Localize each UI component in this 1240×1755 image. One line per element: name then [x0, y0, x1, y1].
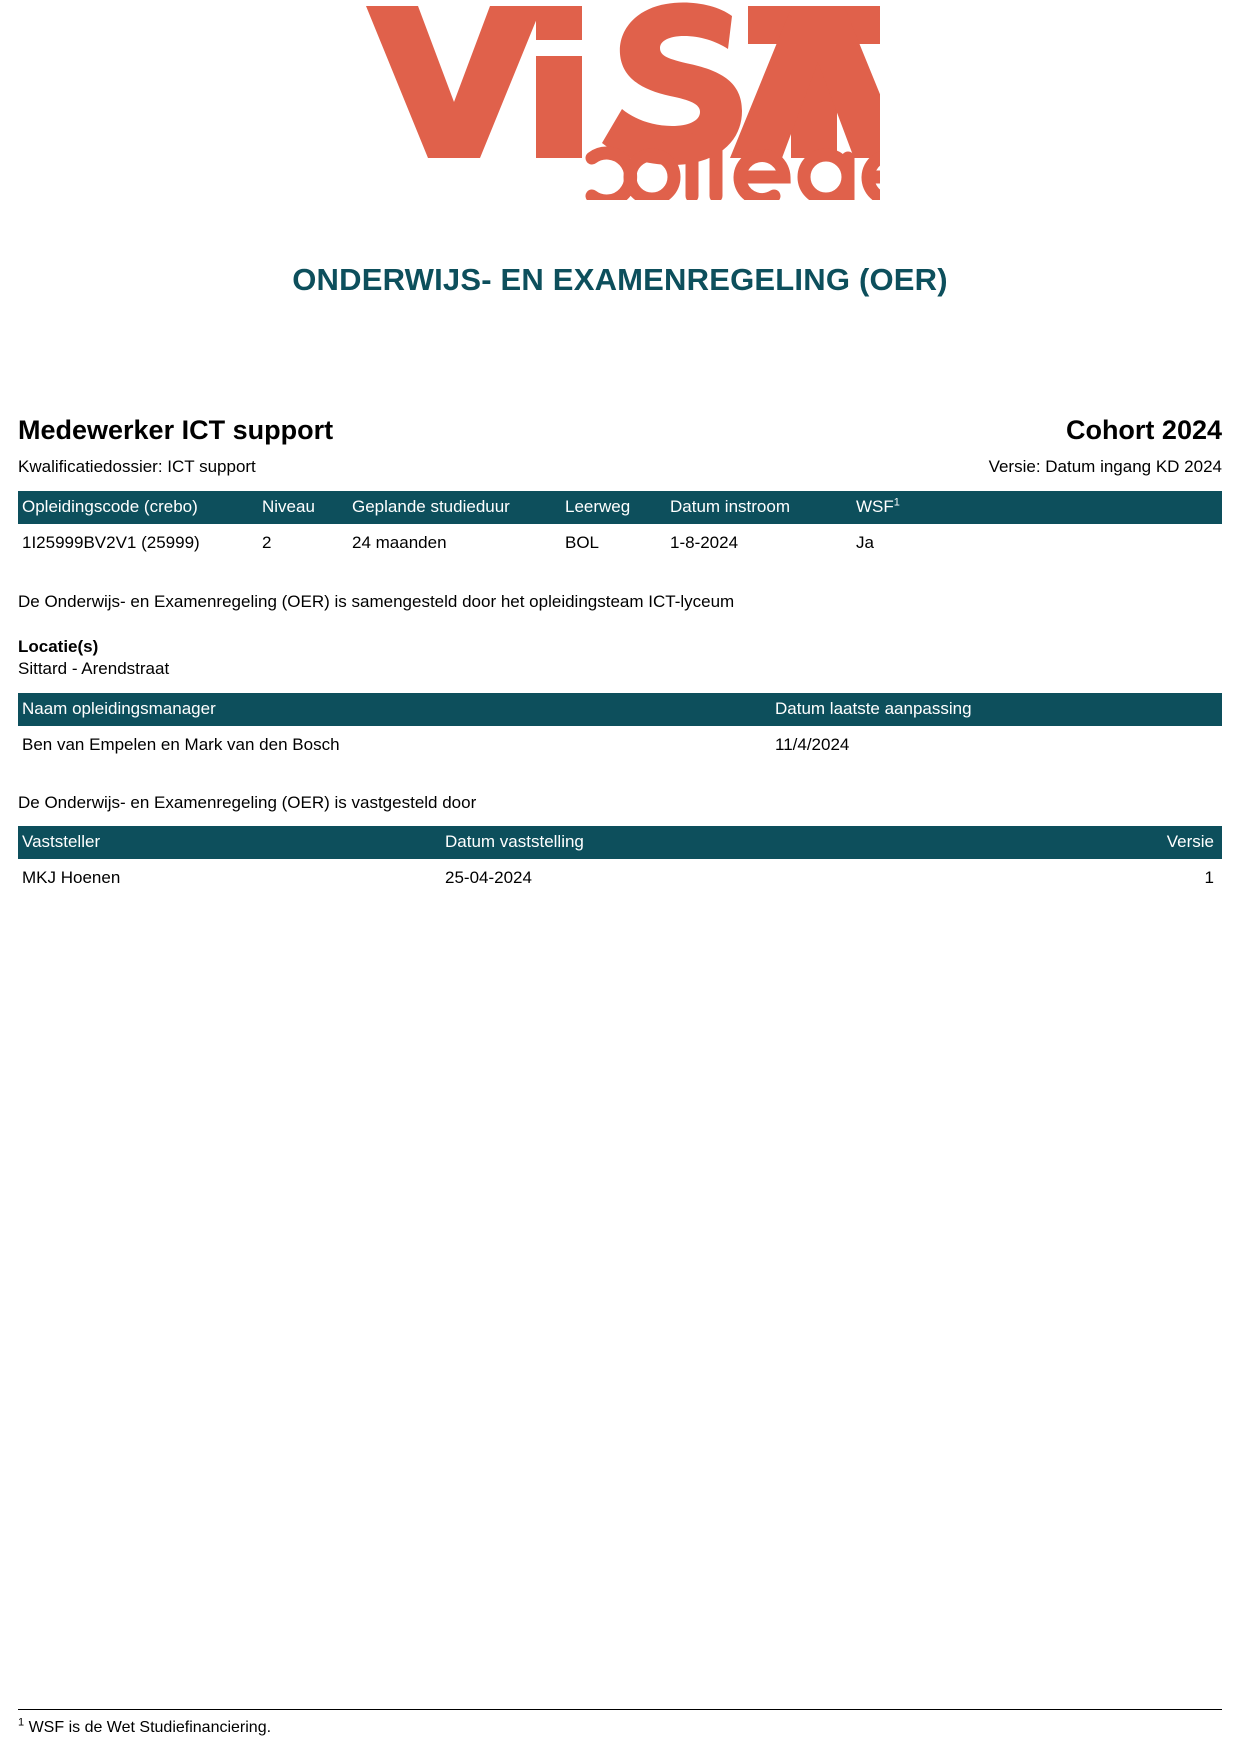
established-by-text: De Onderwijs- en Examenregeling (OER) is vastgesteld door — [18, 792, 477, 812]
col-versie: Versie — [1080, 826, 1222, 859]
locations-value: Sittard - Arendstraat — [18, 658, 170, 678]
footnote-area — [0, 1709, 1240, 1737]
established-table — [18, 826, 1222, 896]
col-leerweg: Leerweg — [561, 491, 666, 524]
cell-niveau: 2 — [262, 532, 272, 552]
col-vaststeller: Vaststeller — [18, 826, 441, 859]
manager-table — [18, 693, 1222, 763]
footnote-divider — [18, 1709, 1222, 1710]
composed-by-text: De Onderwijs- en Examenregeling (OER) is samengesteld door het opleidingsteam ICT-lyceum — [18, 591, 735, 611]
cell-studieduur: 24 maanden — [352, 532, 447, 552]
col-datum-vaststelling: Datum vaststelling — [441, 826, 1080, 859]
cell-opleidingsmanager: Ben van Empelen en Mark van den Bosch — [22, 734, 340, 754]
footnote-text — [18, 1716, 1222, 1737]
qualification-dossier: Kwalificatiedossier: ICT support — [18, 456, 256, 476]
table-header-row — [18, 826, 1222, 859]
cell-datum-aanpassing: 11/4/2024 — [775, 734, 850, 754]
cell-opleidingscode: 1I25999BV2V1 (25999) — [22, 532, 200, 552]
col-opleidingscode: Opleidingscode (crebo) — [18, 491, 258, 524]
col-datum-instroom: Datum instroom — [666, 491, 852, 524]
table-header-row — [18, 491, 1222, 524]
cell-wsf: Ja — [856, 532, 874, 552]
col-opleidingsmanager: Naam opleidingsmanager — [18, 693, 771, 726]
col-wsf — [852, 491, 1222, 524]
footnote-marker: 1 — [18, 1716, 25, 1729]
col-niveau: Niveau — [258, 491, 348, 524]
cell-vaststeller: MKJ Hoenen — [22, 867, 121, 887]
version-label: Versie: Datum ingang KD 2024 — [988, 456, 1222, 476]
table-row — [18, 726, 1222, 763]
header-zone — [18, 416, 1222, 478]
cell-datum-vaststelling: 25-04-2024 — [445, 867, 532, 887]
table-header-row — [18, 693, 1222, 726]
page-title: ONDERWIJS- EN EXAMENREGELING (OER) — [292, 262, 948, 297]
col-datum-aanpassing: Datum laatste aanpassing — [771, 693, 1222, 726]
locations-label: Locatie(s) — [18, 636, 99, 656]
cell-leerweg: BOL — [565, 532, 600, 552]
footnote-body: WSF is de Wet Studiefinanciering. — [24, 1719, 272, 1736]
cell-datum-instroom: 1-8-2024 — [670, 532, 739, 552]
cell-versie: 1 — [1204, 867, 1214, 887]
table-row — [18, 859, 1222, 896]
logo-icon — [360, 0, 880, 200]
wsf-footnote-marker: 1 — [893, 496, 900, 509]
col-studieduur: Geplande studieduur — [348, 491, 561, 524]
table-row — [18, 524, 1222, 561]
vista-college-logo — [18, 0, 1222, 200]
cohort-label: Cohort 2024 — [1065, 415, 1222, 445]
program-details-table — [18, 491, 1222, 561]
col-wsf-label: WSF — [856, 496, 894, 516]
program-name: Medewerker ICT support — [18, 415, 334, 445]
